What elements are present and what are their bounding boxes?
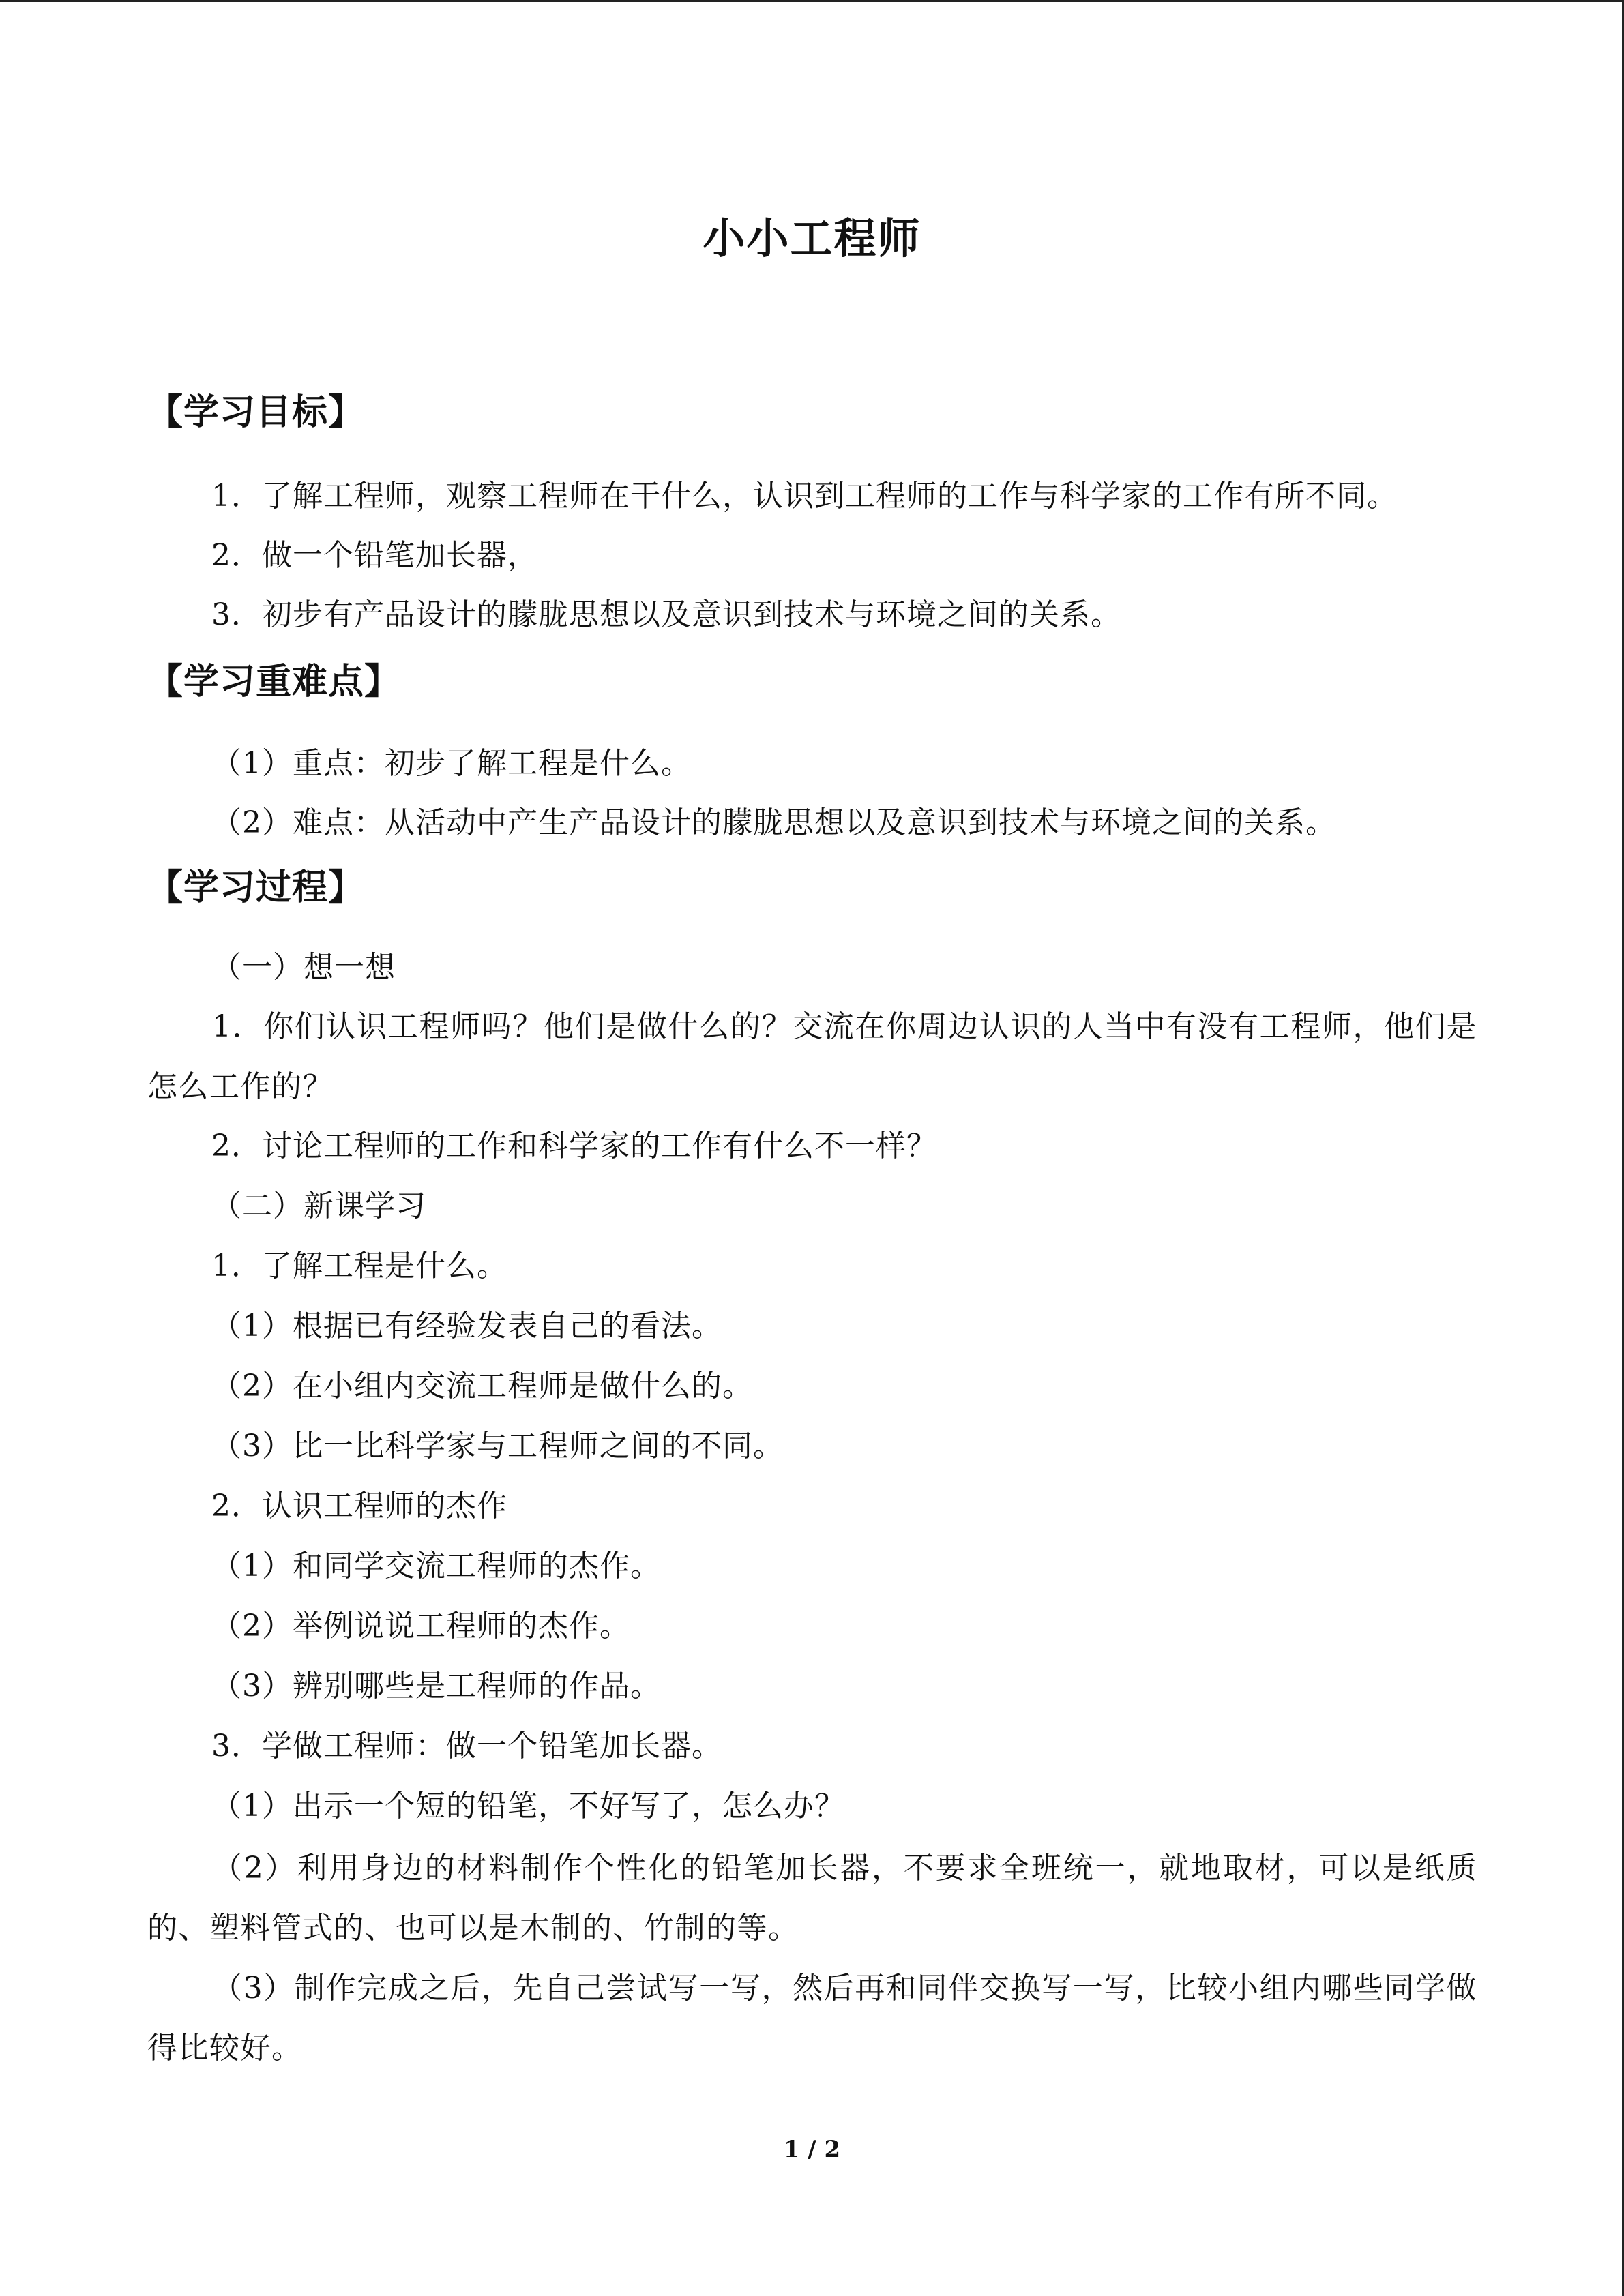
step-1-item-3: （3）比一比科学家与工程师之间的不同。 [211,1429,784,1463]
goal-item-2: 2．做一个铅笔加长器， [211,538,538,573]
step-2-item-3: （3）辨别哪些是工程师的作品。 [211,1669,661,1703]
step-3-item-1: （1）出示一个短的铅笔，不好写了，怎么办？ [211,1789,845,1823]
keypoint-item-1: （1）重点：初步了解工程是什么。 [211,746,692,781]
step-2-item-2: （2）举例说说工程师的杰作。 [211,1609,630,1643]
goal-item-3: 3．初步有产品设计的朦胧思想以及意识到技术与环境之间的关系。 [211,597,1121,632]
page-title: 小小工程师 [703,213,921,263]
section-heading-keypoints: 【学习重难点】 [147,661,401,702]
step-3-item-3: （3）制作完成之后，先自己尝试写一写，然后再和同伴交换写一写，比较小组内哪些同学做得比较好。 [147,1971,1477,2066]
goal-item-1: 1．了解工程师，观察工程师在干什么，认识到工程师的工作与科学家的工作有所不同。 [211,479,1398,513]
page-number: 1 / 2 [783,2136,841,2163]
question-1: 1．你们认识工程师吗？他们是做什么的？交流在你周边认识的人当中有没有工程师，他们是怎么工作的？ [147,1009,1477,1104]
part1-title: （一）想一想 [211,950,396,985]
step-1-title: 1．了解工程是什么。 [211,1249,507,1283]
step-3-title: 3．学做工程师：做一个铅笔加长器。 [211,1729,722,1763]
part2-title: （二）新课学习 [211,1189,426,1223]
section-heading-process: 【学习过程】 [147,867,365,908]
page-border-top [0,0,1624,2]
step-1-item-1: （1）根据已有经验发表自己的看法。 [211,1309,722,1343]
section-heading-goals: 【学习目标】 [147,391,365,433]
keypoint-item-2: （2）难点：从活动中产生产品设计的朦胧思想以及意识到技术与环境之间的关系。 [211,805,1336,840]
question-2: 2．讨论工程师的工作和科学家的工作有什么不一样？ [211,1129,937,1163]
step-2-item-1: （1）和同学交流工程师的杰作。 [211,1549,661,1583]
step-2-title: 2．认识工程师的杰作 [211,1489,507,1523]
step-3-item-2: （2）利用身边的材料制作个性化的铅笔加长器，不要求全班统一，就地取材，可以是纸质的、塑料管式的、也可以是木制的、竹制的等。 [147,1851,1477,1945]
step-1-item-2: （2）在小组内交流工程师是做什么的。 [211,1369,753,1403]
